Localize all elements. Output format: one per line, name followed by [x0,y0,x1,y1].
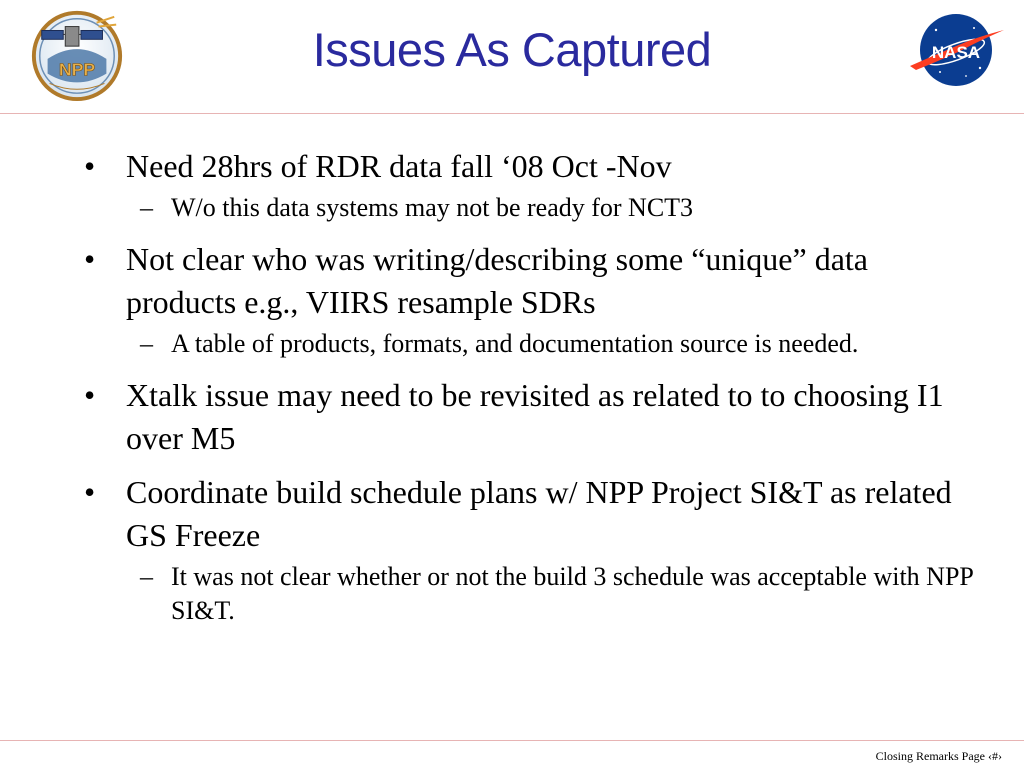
svg-text:NPP: NPP [58,59,96,80]
bullet-item [84,238,984,324]
bullet-item [84,374,984,460]
dash-icon: – [140,562,153,591]
bullet-item [84,145,984,188]
bullet-icon: • [84,377,96,413]
nasa-meatball-logo [906,8,1006,92]
bullet-icon: • [84,474,96,510]
slide-title: Issues As Captured [312,23,712,76]
bullet-icon: • [84,241,96,277]
bullet-text: Xtalk issue may need to be revisited as related to to choosing I1 over M5 [126,377,944,456]
sub-bullet-item [140,327,984,361]
header-divider [0,113,1024,114]
dash-icon: – [140,329,153,358]
bullet-text: Not clear who was writing/describing some “unique” data products e.g., VIIRS resample SDRs [126,241,868,320]
sub-bullet-text: W/o this data systems may not be ready for NCT3 [171,193,694,222]
footer-divider [0,740,1024,741]
svg-text:NASA: NASA [931,43,981,62]
sub-bullet-text: It was not clear whether or not the build 3 schedule was acceptable with NPP SI&T. [171,562,973,625]
bullet-text: Coordinate build schedule plans w/ NPP Project SI&T as related GS Freeze [126,474,952,553]
sub-bullet-text: A table of products, formats, and documentation source is needed. [171,329,859,358]
page-footer: Closing Remarks Page ‹#› [875,749,1002,763]
sub-bullet-item [140,191,984,225]
sub-bullet-item [140,560,984,628]
bullet-item [84,471,984,557]
bullet-list [84,145,984,641]
bullet-text: Need 28hrs of RDR data fall ‘08 Oct -Nov [126,148,672,184]
bullet-icon: • [84,148,96,184]
dash-icon: – [140,193,153,222]
